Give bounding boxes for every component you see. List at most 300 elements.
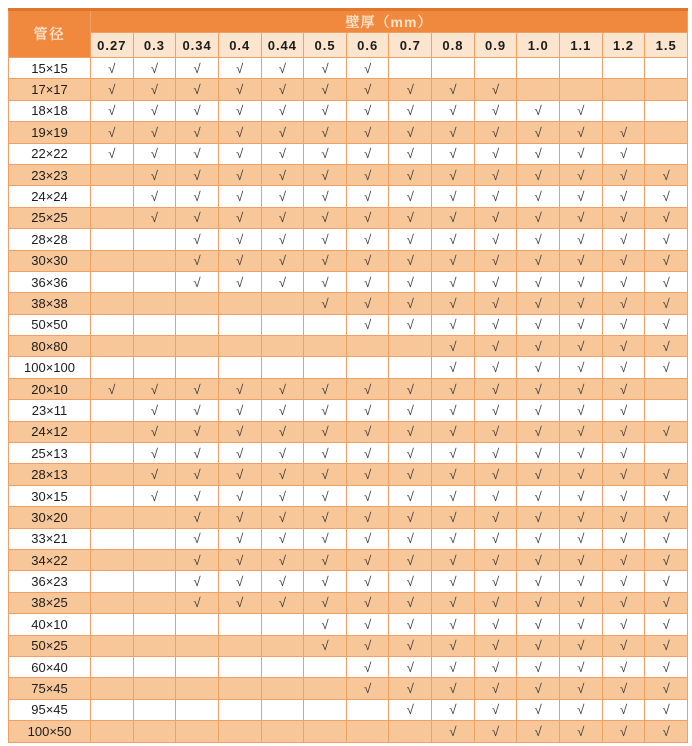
checkmark-cell: √ bbox=[560, 293, 603, 314]
checkmark-cell: √ bbox=[474, 271, 517, 292]
checkmark-cell: √ bbox=[474, 186, 517, 207]
checkmark-cell: √ bbox=[602, 614, 645, 635]
checkmark-cell: √ bbox=[517, 528, 560, 549]
table-row bbox=[9, 207, 688, 228]
checkmark-cell: √ bbox=[304, 186, 347, 207]
diameter-column-header: 管径 bbox=[9, 10, 91, 58]
checkmark-cell: √ bbox=[645, 464, 688, 485]
checkmark-cell: √ bbox=[346, 143, 389, 164]
checkmark-cell: √ bbox=[560, 229, 603, 250]
checkmark-cell: √ bbox=[602, 314, 645, 335]
empty-cell bbox=[645, 122, 688, 143]
empty-cell bbox=[602, 58, 645, 79]
checkmark-cell: √ bbox=[304, 592, 347, 613]
checkmark-cell: √ bbox=[517, 250, 560, 271]
pipe-size-cell: 38×38 bbox=[9, 293, 91, 314]
table-row bbox=[9, 229, 688, 250]
checkmark-cell: √ bbox=[432, 721, 475, 742]
checkmark-cell: √ bbox=[261, 549, 304, 570]
checkmark-cell: √ bbox=[432, 229, 475, 250]
checkmark-cell: √ bbox=[176, 58, 219, 79]
checkmark-cell: √ bbox=[645, 293, 688, 314]
checkmark-cell: √ bbox=[133, 186, 176, 207]
checkmark-cell: √ bbox=[432, 656, 475, 677]
empty-cell bbox=[133, 250, 176, 271]
empty-cell bbox=[133, 699, 176, 720]
checkmark-cell: √ bbox=[176, 229, 219, 250]
table-row bbox=[9, 122, 688, 143]
empty-cell bbox=[91, 229, 134, 250]
checkmark-cell: √ bbox=[304, 507, 347, 528]
checkmark-cell: √ bbox=[261, 485, 304, 506]
checkmark-cell: √ bbox=[432, 271, 475, 292]
checkmark-cell: √ bbox=[645, 164, 688, 185]
checkmark-cell: √ bbox=[389, 464, 432, 485]
checkmark-cell: √ bbox=[261, 79, 304, 100]
pipe-size-cell: 36×36 bbox=[9, 271, 91, 292]
empty-cell bbox=[432, 58, 475, 79]
checkmark-cell: √ bbox=[389, 314, 432, 335]
empty-cell bbox=[645, 443, 688, 464]
checkmark-cell: √ bbox=[133, 464, 176, 485]
checkmark-cell: √ bbox=[261, 122, 304, 143]
checkmark-cell: √ bbox=[133, 421, 176, 442]
checkmark-cell: √ bbox=[645, 571, 688, 592]
checkmark-cell: √ bbox=[474, 443, 517, 464]
checkmark-cell: √ bbox=[261, 378, 304, 399]
pipe-size-cell: 24×24 bbox=[9, 186, 91, 207]
empty-cell bbox=[91, 571, 134, 592]
table-row bbox=[9, 314, 688, 335]
checkmark-cell: √ bbox=[261, 186, 304, 207]
checkmark-cell: √ bbox=[304, 443, 347, 464]
checkmark-cell: √ bbox=[602, 229, 645, 250]
checkmark-cell: √ bbox=[346, 507, 389, 528]
checkmark-cell: √ bbox=[304, 378, 347, 399]
checkmark-cell: √ bbox=[474, 207, 517, 228]
checkmark-cell: √ bbox=[432, 100, 475, 121]
checkmark-cell: √ bbox=[517, 592, 560, 613]
checkmark-cell: √ bbox=[474, 314, 517, 335]
checkmark-cell: √ bbox=[517, 678, 560, 699]
checkmark-cell: √ bbox=[346, 271, 389, 292]
checkmark-cell: √ bbox=[602, 635, 645, 656]
checkmark-cell: √ bbox=[432, 250, 475, 271]
checkmark-cell: √ bbox=[602, 400, 645, 421]
empty-cell bbox=[560, 79, 603, 100]
checkmark-cell: √ bbox=[474, 549, 517, 570]
checkmark-cell: √ bbox=[304, 571, 347, 592]
pipe-size-cell: 25×25 bbox=[9, 207, 91, 228]
table-row bbox=[9, 592, 688, 613]
table-row bbox=[9, 614, 688, 635]
checkmark-cell: √ bbox=[133, 485, 176, 506]
table-row bbox=[9, 485, 688, 506]
checkmark-cell: √ bbox=[176, 485, 219, 506]
empty-cell bbox=[346, 699, 389, 720]
checkmark-cell: √ bbox=[389, 614, 432, 635]
empty-cell bbox=[91, 721, 134, 742]
checkmark-cell: √ bbox=[218, 592, 261, 613]
checkmark-cell: √ bbox=[560, 656, 603, 677]
table-row bbox=[9, 378, 688, 399]
empty-cell bbox=[645, 58, 688, 79]
checkmark-cell: √ bbox=[346, 421, 389, 442]
empty-cell bbox=[176, 699, 219, 720]
checkmark-cell: √ bbox=[133, 58, 176, 79]
empty-cell bbox=[176, 614, 219, 635]
empty-cell bbox=[261, 357, 304, 378]
checkmark-cell: √ bbox=[474, 250, 517, 271]
checkmark-cell: √ bbox=[432, 400, 475, 421]
pipe-size-cell: 28×13 bbox=[9, 464, 91, 485]
thickness-header-cell: 0.4 bbox=[218, 33, 261, 58]
empty-cell bbox=[389, 357, 432, 378]
checkmark-cell: √ bbox=[304, 58, 347, 79]
table-row bbox=[9, 164, 688, 185]
checkmark-cell: √ bbox=[218, 229, 261, 250]
checkmark-cell: √ bbox=[218, 100, 261, 121]
table-row bbox=[9, 656, 688, 677]
empty-cell bbox=[560, 58, 603, 79]
checkmark-cell: √ bbox=[645, 357, 688, 378]
checkmark-cell: √ bbox=[645, 421, 688, 442]
empty-cell bbox=[133, 293, 176, 314]
checkmark-cell: √ bbox=[602, 507, 645, 528]
checkmark-cell: √ bbox=[474, 421, 517, 442]
pipe-size-cell: 28×28 bbox=[9, 229, 91, 250]
empty-cell bbox=[91, 485, 134, 506]
checkmark-cell: √ bbox=[432, 528, 475, 549]
table-row bbox=[9, 58, 688, 79]
empty-cell bbox=[218, 678, 261, 699]
checkmark-cell: √ bbox=[176, 528, 219, 549]
checkmark-cell: √ bbox=[261, 571, 304, 592]
checkmark-cell: √ bbox=[304, 207, 347, 228]
checkmark-cell: √ bbox=[432, 79, 475, 100]
checkmark-cell: √ bbox=[389, 571, 432, 592]
checkmark-cell: √ bbox=[645, 485, 688, 506]
checkmark-cell: √ bbox=[91, 143, 134, 164]
checkmark-cell: √ bbox=[560, 421, 603, 442]
checkmark-cell: √ bbox=[645, 186, 688, 207]
empty-cell bbox=[389, 336, 432, 357]
empty-cell bbox=[91, 421, 134, 442]
checkmark-cell: √ bbox=[218, 421, 261, 442]
checkmark-cell: √ bbox=[474, 400, 517, 421]
checkmark-cell: √ bbox=[304, 122, 347, 143]
pipe-size-cell: 24×12 bbox=[9, 421, 91, 442]
empty-cell bbox=[91, 678, 134, 699]
empty-cell bbox=[346, 357, 389, 378]
empty-cell bbox=[645, 378, 688, 399]
thickness-header-cell: 0.6 bbox=[346, 33, 389, 58]
checkmark-cell: √ bbox=[261, 164, 304, 185]
empty-cell bbox=[133, 549, 176, 570]
empty-cell bbox=[218, 314, 261, 335]
empty-cell bbox=[517, 58, 560, 79]
checkmark-cell: √ bbox=[474, 485, 517, 506]
checkmark-cell: √ bbox=[645, 528, 688, 549]
checkmark-cell: √ bbox=[218, 378, 261, 399]
checkmark-cell: √ bbox=[560, 357, 603, 378]
empty-cell bbox=[91, 528, 134, 549]
checkmark-cell: √ bbox=[218, 186, 261, 207]
checkmark-cell: √ bbox=[389, 400, 432, 421]
checkmark-cell: √ bbox=[517, 507, 560, 528]
checkmark-cell: √ bbox=[432, 699, 475, 720]
pipe-size-cell: 34×22 bbox=[9, 549, 91, 570]
checkmark-cell: √ bbox=[176, 421, 219, 442]
empty-cell bbox=[91, 400, 134, 421]
checkmark-cell: √ bbox=[304, 528, 347, 549]
checkmark-cell: √ bbox=[304, 229, 347, 250]
pipe-size-cell: 30×15 bbox=[9, 485, 91, 506]
pipe-size-cell: 50×25 bbox=[9, 635, 91, 656]
table-row bbox=[9, 549, 688, 570]
checkmark-cell: √ bbox=[432, 485, 475, 506]
checkmark-cell: √ bbox=[517, 485, 560, 506]
checkmark-cell: √ bbox=[517, 357, 560, 378]
empty-cell bbox=[176, 721, 219, 742]
thickness-header-cell: 0.5 bbox=[304, 33, 347, 58]
checkmark-cell: √ bbox=[560, 699, 603, 720]
checkmark-cell: √ bbox=[602, 271, 645, 292]
checkmark-cell: √ bbox=[474, 571, 517, 592]
checkmark-cell: √ bbox=[176, 143, 219, 164]
checkmark-cell: √ bbox=[346, 79, 389, 100]
checkmark-cell: √ bbox=[474, 721, 517, 742]
checkmark-cell: √ bbox=[176, 592, 219, 613]
checkmark-cell: √ bbox=[261, 58, 304, 79]
checkmark-cell: √ bbox=[432, 293, 475, 314]
checkmark-cell: √ bbox=[517, 699, 560, 720]
pipe-wall-thickness-table bbox=[8, 8, 688, 743]
table-row bbox=[9, 79, 688, 100]
checkmark-cell: √ bbox=[261, 528, 304, 549]
checkmark-cell: √ bbox=[261, 143, 304, 164]
checkmark-cell: √ bbox=[389, 699, 432, 720]
checkmark-cell: √ bbox=[645, 656, 688, 677]
checkmark-cell: √ bbox=[517, 164, 560, 185]
table-row bbox=[9, 271, 688, 292]
checkmark-cell: √ bbox=[389, 250, 432, 271]
checkmark-cell: √ bbox=[432, 378, 475, 399]
checkmark-cell: √ bbox=[389, 100, 432, 121]
pipe-size-cell: 20×10 bbox=[9, 378, 91, 399]
checkmark-cell: √ bbox=[560, 678, 603, 699]
checkmark-cell: √ bbox=[389, 421, 432, 442]
checkmark-cell: √ bbox=[304, 614, 347, 635]
empty-cell bbox=[133, 528, 176, 549]
checkmark-cell: √ bbox=[432, 571, 475, 592]
checkmark-cell: √ bbox=[389, 122, 432, 143]
pipe-size-cell: 30×30 bbox=[9, 250, 91, 271]
empty-cell bbox=[218, 635, 261, 656]
checkmark-cell: √ bbox=[176, 207, 219, 228]
checkmark-cell: √ bbox=[602, 378, 645, 399]
checkmark-cell: √ bbox=[432, 507, 475, 528]
checkmark-cell: √ bbox=[432, 678, 475, 699]
checkmark-cell: √ bbox=[261, 250, 304, 271]
empty-cell bbox=[304, 336, 347, 357]
empty-cell bbox=[261, 699, 304, 720]
empty-cell bbox=[474, 58, 517, 79]
checkmark-cell: √ bbox=[176, 79, 219, 100]
checkmark-cell: √ bbox=[261, 100, 304, 121]
table-row bbox=[9, 186, 688, 207]
checkmark-cell: √ bbox=[517, 614, 560, 635]
checkmark-cell: √ bbox=[560, 592, 603, 613]
checkmark-cell: √ bbox=[389, 528, 432, 549]
empty-cell bbox=[91, 314, 134, 335]
checkmark-cell: √ bbox=[304, 400, 347, 421]
checkmark-cell: √ bbox=[304, 485, 347, 506]
empty-cell bbox=[133, 571, 176, 592]
checkmark-cell: √ bbox=[176, 400, 219, 421]
checkmark-cell: √ bbox=[645, 336, 688, 357]
checkmark-cell: √ bbox=[218, 549, 261, 570]
checkmark-cell: √ bbox=[560, 400, 603, 421]
empty-cell bbox=[91, 164, 134, 185]
checkmark-cell: √ bbox=[517, 100, 560, 121]
checkmark-cell: √ bbox=[346, 314, 389, 335]
thickness-header-cell: 0.27 bbox=[91, 33, 134, 58]
checkmark-cell: √ bbox=[218, 507, 261, 528]
checkmark-cell: √ bbox=[346, 678, 389, 699]
empty-cell bbox=[91, 336, 134, 357]
empty-cell bbox=[91, 293, 134, 314]
pipe-size-cell: 15×15 bbox=[9, 58, 91, 79]
checkmark-cell: √ bbox=[304, 293, 347, 314]
checkmark-cell: √ bbox=[176, 100, 219, 121]
checkmark-cell: √ bbox=[133, 400, 176, 421]
checkmark-cell: √ bbox=[261, 229, 304, 250]
empty-cell bbox=[645, 79, 688, 100]
checkmark-cell: √ bbox=[517, 400, 560, 421]
checkmark-cell: √ bbox=[346, 186, 389, 207]
checkmark-cell: √ bbox=[474, 678, 517, 699]
checkmark-cell: √ bbox=[560, 143, 603, 164]
table-row bbox=[9, 293, 688, 314]
table-row bbox=[9, 443, 688, 464]
empty-cell bbox=[91, 271, 134, 292]
checkmark-cell: √ bbox=[645, 721, 688, 742]
checkmark-cell: √ bbox=[346, 635, 389, 656]
checkmark-cell: √ bbox=[645, 678, 688, 699]
checkmark-cell: √ bbox=[517, 464, 560, 485]
thickness-header-cell: 0.8 bbox=[432, 33, 475, 58]
checkmark-cell: √ bbox=[474, 143, 517, 164]
checkmark-cell: √ bbox=[602, 485, 645, 506]
empty-cell bbox=[176, 336, 219, 357]
table-row bbox=[9, 571, 688, 592]
checkmark-cell: √ bbox=[176, 378, 219, 399]
thickness-header-cell: 1.1 bbox=[560, 33, 603, 58]
empty-cell bbox=[389, 58, 432, 79]
checkmark-cell: √ bbox=[560, 164, 603, 185]
empty-cell bbox=[645, 100, 688, 121]
thickness-header-cell: 0.34 bbox=[176, 33, 219, 58]
checkmark-cell: √ bbox=[432, 635, 475, 656]
empty-cell bbox=[176, 656, 219, 677]
checkmark-cell: √ bbox=[602, 164, 645, 185]
checkmark-cell: √ bbox=[389, 678, 432, 699]
checkmark-cell: √ bbox=[346, 485, 389, 506]
checkmark-cell: √ bbox=[218, 79, 261, 100]
checkmark-cell: √ bbox=[91, 378, 134, 399]
checkmark-cell: √ bbox=[560, 614, 603, 635]
checkmark-cell: √ bbox=[432, 336, 475, 357]
checkmark-cell: √ bbox=[389, 79, 432, 100]
checkmark-cell: √ bbox=[133, 143, 176, 164]
checkmark-cell: √ bbox=[517, 186, 560, 207]
checkmark-cell: √ bbox=[560, 100, 603, 121]
pipe-size-cell: 30×20 bbox=[9, 507, 91, 528]
empty-cell bbox=[218, 656, 261, 677]
checkmark-cell: √ bbox=[261, 443, 304, 464]
checkmark-cell: √ bbox=[218, 528, 261, 549]
pipe-size-cell: 36×23 bbox=[9, 571, 91, 592]
pipe-size-cell: 23×11 bbox=[9, 400, 91, 421]
empty-cell bbox=[218, 293, 261, 314]
checkmark-cell: √ bbox=[176, 271, 219, 292]
checkmark-cell: √ bbox=[602, 207, 645, 228]
checkmark-cell: √ bbox=[474, 229, 517, 250]
checkmark-cell: √ bbox=[176, 122, 219, 143]
checkmark-cell: √ bbox=[432, 186, 475, 207]
checkmark-cell: √ bbox=[389, 656, 432, 677]
checkmark-cell: √ bbox=[218, 250, 261, 271]
checkmark-cell: √ bbox=[474, 507, 517, 528]
checkmark-cell: √ bbox=[304, 421, 347, 442]
empty-cell bbox=[261, 336, 304, 357]
checkmark-cell: √ bbox=[474, 100, 517, 121]
empty-cell bbox=[91, 186, 134, 207]
checkmark-cell: √ bbox=[389, 378, 432, 399]
checkmark-cell: √ bbox=[389, 507, 432, 528]
checkmark-cell: √ bbox=[346, 293, 389, 314]
checkmark-cell: √ bbox=[560, 378, 603, 399]
checkmark-cell: √ bbox=[517, 549, 560, 570]
empty-cell bbox=[91, 464, 134, 485]
empty-cell bbox=[389, 721, 432, 742]
empty-cell bbox=[176, 293, 219, 314]
checkmark-cell: √ bbox=[560, 122, 603, 143]
checkmark-cell: √ bbox=[602, 293, 645, 314]
checkmark-cell: √ bbox=[91, 79, 134, 100]
empty-cell bbox=[602, 79, 645, 100]
checkmark-cell: √ bbox=[133, 100, 176, 121]
checkmark-cell: √ bbox=[474, 293, 517, 314]
checkmark-cell: √ bbox=[389, 271, 432, 292]
checkmark-cell: √ bbox=[346, 443, 389, 464]
empty-cell bbox=[91, 507, 134, 528]
thickness-values-row bbox=[9, 33, 688, 58]
empty-cell bbox=[133, 507, 176, 528]
empty-cell bbox=[176, 314, 219, 335]
checkmark-cell: √ bbox=[474, 592, 517, 613]
table-row bbox=[9, 336, 688, 357]
checkmark-cell: √ bbox=[517, 421, 560, 442]
empty-cell bbox=[346, 336, 389, 357]
thickness-header-cell: 0.9 bbox=[474, 33, 517, 58]
checkmark-cell: √ bbox=[517, 122, 560, 143]
checkmark-cell: √ bbox=[474, 699, 517, 720]
checkmark-cell: √ bbox=[389, 143, 432, 164]
empty-cell bbox=[91, 357, 134, 378]
table-row bbox=[9, 400, 688, 421]
